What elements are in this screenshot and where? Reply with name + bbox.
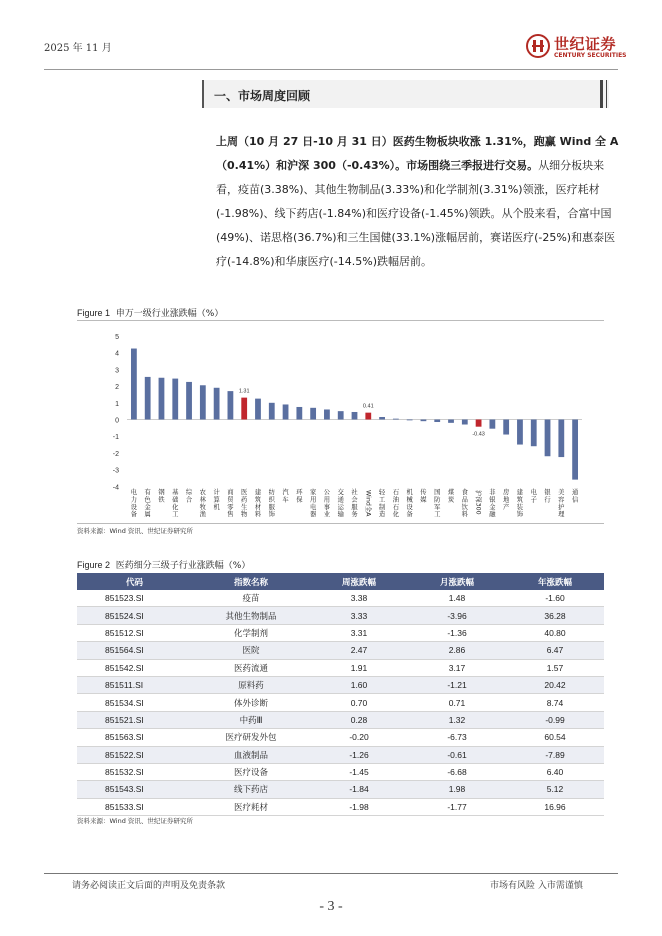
- x-tick-label: 汽车: [282, 489, 289, 504]
- x-tick-label: 国防军工: [434, 489, 441, 519]
- row-month: -0.61: [408, 746, 506, 763]
- bar-3: [172, 379, 178, 420]
- header-divider: [44, 69, 618, 70]
- x-tick-label: 基础化工: [172, 489, 179, 519]
- row-code: 851534.SI: [77, 694, 192, 711]
- y-tick-label: -2: [112, 450, 119, 458]
- x-tick-label: 建筑装饰: [516, 489, 524, 519]
- y-tick-label: 0: [115, 417, 119, 425]
- x-tick-label: 煤炭: [447, 489, 455, 504]
- y-tick-label: 2: [115, 384, 119, 392]
- bar-10: [269, 403, 275, 420]
- bar-19: [393, 419, 399, 420]
- row-code: 851563.SI: [77, 729, 192, 746]
- bar-9: [255, 399, 261, 420]
- table-header-row: [77, 573, 604, 590]
- logo-emblem-icon: [526, 34, 550, 58]
- row-code: 851521.SI: [77, 711, 192, 728]
- x-tick-label: Wind全A: [364, 490, 372, 517]
- x-tick-label: 有色金属: [144, 489, 151, 519]
- summary-bold: 上周（10 月 27 日-10 月 31 日）医药生物板块收涨 1.31%，跑赢 Wind 全 A（0.41%）和沪深 300（-0.43%）。市场围绕三季报进行交易。: [216, 135, 619, 172]
- bar-20: [407, 420, 413, 421]
- x-tick-label: 机械设备: [406, 489, 413, 519]
- row-year: 16.96: [506, 798, 604, 815]
- x-tick-label: 电子: [530, 489, 537, 504]
- x-tick-label: 食品饮料: [461, 489, 468, 519]
- x-tick-label: 石油石化: [392, 489, 400, 519]
- y-tick-label: -3: [112, 467, 119, 475]
- row-week: 3.31: [310, 624, 408, 641]
- page-number: - 3 -: [319, 899, 343, 914]
- bar-6: [214, 388, 220, 420]
- bar-8: [241, 398, 247, 420]
- row-week: 1.60: [310, 676, 408, 693]
- row-month: 3.17: [408, 659, 506, 676]
- row-month: 0.71: [408, 694, 506, 711]
- y-tick-label: 5: [115, 334, 119, 341]
- x-tick-label: 医药生物: [241, 489, 248, 519]
- bar-22: [434, 420, 440, 423]
- row-code: 851564.SI: [77, 642, 192, 659]
- bar-0: [131, 349, 137, 420]
- figure2-caption: 医药细分三级子行业涨跌幅（%）: [115, 561, 251, 571]
- y-tick-label: 1: [115, 400, 119, 408]
- x-tick-label: 沪深300: [474, 490, 482, 515]
- x-tick-label: 房地产: [503, 489, 510, 511]
- row-name: 其他生物制品: [192, 607, 310, 624]
- bar-data-label: -0.43: [472, 431, 485, 438]
- bar-15: [338, 411, 344, 419]
- x-tick-label: 纺织服饰: [268, 489, 275, 519]
- summary-paragraph: [216, 130, 620, 274]
- figure2-label: Figure 2: [77, 560, 111, 570]
- x-tick-label: 通信: [571, 489, 579, 504]
- row-year: -0.99: [506, 711, 604, 728]
- bar-26: [489, 420, 495, 429]
- row-name: 原料药: [192, 676, 310, 693]
- x-tick-label: 非银金融: [489, 489, 496, 519]
- table-row: [77, 729, 604, 746]
- row-week: 0.70: [310, 694, 408, 711]
- row-year: 1.57: [506, 659, 604, 676]
- bar-data-label: 0.41: [362, 403, 374, 410]
- x-tick-label: 轻工制造: [378, 489, 386, 519]
- col-header-code: 代码: [77, 573, 192, 590]
- row-month: -1.77: [408, 798, 506, 815]
- row-month: -1.36: [408, 624, 506, 641]
- summary-text: 从细分板块来看，疫苗(3.38%)、其他生物制品(3.33%)和化学制剂(3.31%)领涨，医疗耗材(-1.98%)、线下药店(-1.84%)和医疗设备(-1.45%)领跌。从个股来看，合富中国(49%)、诺思格(36.7%)和三生国健(33.1%)涨幅居前，赛诺医疗(-25%)和惠泰医疗(-14.8%)和华康医疗(-14.5%)跌幅居前。: [216, 159, 616, 268]
- figure1-label: Figure 1: [77, 308, 111, 318]
- row-name: 血液制品: [192, 746, 310, 763]
- bar-29: [531, 420, 537, 447]
- row-year: 60.54: [506, 729, 604, 746]
- figure1-caption: 申万一级行业涨跌幅（%）: [115, 309, 224, 319]
- row-code: 851511.SI: [77, 676, 192, 693]
- table-row: [77, 781, 604, 798]
- row-code: 851522.SI: [77, 746, 192, 763]
- table-row: [77, 590, 604, 607]
- row-code: 851533.SI: [77, 798, 192, 815]
- section-title-bar: [600, 80, 603, 108]
- row-week: 1.91: [310, 659, 408, 676]
- table-row: [77, 746, 604, 763]
- row-week: 0.28: [310, 711, 408, 728]
- x-tick-label: 农林牧渔: [199, 489, 206, 519]
- y-tick-label: -1: [112, 434, 119, 442]
- x-tick-label: 计算机: [213, 489, 220, 511]
- row-year: -7.89: [506, 746, 604, 763]
- row-month: -6.73: [408, 729, 506, 746]
- bar-23: [448, 420, 454, 423]
- bar-28: [517, 420, 523, 445]
- row-name: 医药流通: [192, 659, 310, 676]
- bar-14: [324, 409, 330, 419]
- row-code: 851524.SI: [77, 607, 192, 624]
- report-date: 2025 年 11 月: [44, 43, 112, 54]
- bar-2: [159, 378, 165, 420]
- section-title: 一、市场周度回顾: [214, 89, 311, 103]
- row-week: -1.26: [310, 746, 408, 763]
- row-code: 851532.SI: [77, 763, 192, 780]
- x-tick-label: 公用事业: [323, 489, 331, 519]
- industry-bar-chart: [77, 322, 604, 522]
- col-header-month: 月涨跌幅: [408, 573, 506, 590]
- row-month: 1.98: [408, 781, 506, 798]
- bar-12: [296, 407, 302, 420]
- row-year: 20.42: [506, 676, 604, 693]
- bar-18: [379, 417, 385, 420]
- bar-1: [145, 377, 151, 420]
- row-name: 体外诊断: [192, 694, 310, 711]
- row-month: 1.48: [408, 590, 506, 607]
- company-logo: [526, 33, 634, 65]
- bar-data-label: 1.31: [238, 388, 250, 395]
- table-row: [77, 798, 604, 815]
- row-name: 医疗耗材: [192, 798, 310, 815]
- bar-16: [352, 412, 358, 420]
- bar-5: [200, 385, 206, 419]
- row-year: 6.47: [506, 642, 604, 659]
- row-code: 851523.SI: [77, 590, 192, 607]
- x-tick-label: 家用电器: [309, 489, 317, 519]
- bar-11: [283, 404, 289, 419]
- row-year: 40.80: [506, 624, 604, 641]
- x-tick-label: 交通运输: [337, 489, 344, 519]
- figure1-title: [77, 306, 223, 319]
- footer-disclaimer: 请务必阅读正文后面的声明及免责条款: [72, 881, 226, 891]
- col-header-week: 周涨跌幅: [310, 573, 408, 590]
- x-tick-label: 商贸零售: [227, 489, 234, 519]
- logo-text-cn: 世纪证券: [554, 35, 617, 53]
- row-name: 中药Ⅲ: [192, 711, 310, 728]
- row-year: 8.74: [506, 694, 604, 711]
- x-tick-label: 建筑材料: [254, 489, 262, 519]
- table-row: [77, 676, 604, 693]
- table-row: [77, 624, 604, 641]
- x-tick-label: 电力设备: [130, 489, 138, 519]
- bar-17: [365, 413, 371, 420]
- x-tick-label: 社会服务: [351, 489, 358, 519]
- x-tick-label: 银行: [544, 489, 551, 504]
- row-month: -6.68: [408, 763, 506, 780]
- bar-31: [558, 420, 564, 458]
- row-week: -1.84: [310, 781, 408, 798]
- x-tick-label: 钢铁: [158, 489, 165, 504]
- row-name: 线下药店: [192, 781, 310, 798]
- row-month: 2.86: [408, 642, 506, 659]
- table-row: [77, 642, 604, 659]
- row-year: 6.40: [506, 763, 604, 780]
- y-tick-label: 3: [115, 367, 119, 375]
- row-year: 5.12: [506, 781, 604, 798]
- y-tick-label: -4: [112, 484, 119, 492]
- row-name: 化学制剂: [192, 624, 310, 641]
- row-month: -1.21: [408, 676, 506, 693]
- x-tick-label: 传媒: [420, 489, 427, 504]
- row-name: 疫苗: [192, 590, 310, 607]
- figure1-rule: [77, 320, 604, 321]
- bar-27: [503, 420, 509, 435]
- row-name: 医疗研发外包: [192, 729, 310, 746]
- row-month: 1.32: [408, 711, 506, 728]
- row-name: 医疗设备: [192, 763, 310, 780]
- footer-risk-note: 市场有风险 入市需谨慎: [490, 881, 583, 891]
- figure2-title: [77, 558, 250, 571]
- bar-24: [462, 420, 468, 425]
- row-code: 851512.SI: [77, 624, 192, 641]
- figure1-bottom-rule: [77, 523, 604, 524]
- x-tick-label: 美容护理: [558, 489, 565, 519]
- row-name: 医院: [192, 642, 310, 659]
- row-week: 3.38: [310, 590, 408, 607]
- table-row: [77, 763, 604, 780]
- row-year: -1.60: [506, 590, 604, 607]
- subindustry-table: [77, 573, 604, 816]
- col-header-name: 指数名称: [192, 573, 310, 590]
- row-code: 851542.SI: [77, 659, 192, 676]
- figure2-source: 资料来源：Wind 资讯、世纪证券研究所: [77, 817, 193, 825]
- row-month: -3.96: [408, 607, 506, 624]
- table-row: [77, 607, 604, 624]
- table-row: [77, 694, 604, 711]
- row-week: 2.47: [310, 642, 408, 659]
- bar-25: [476, 420, 482, 427]
- row-week: -1.98: [310, 798, 408, 815]
- row-week: 3.33: [310, 607, 408, 624]
- row-week: -0.20: [310, 729, 408, 746]
- table-row: [77, 659, 604, 676]
- col-header-year: 年涨跌幅: [506, 573, 604, 590]
- table-row: [77, 711, 604, 728]
- logo-text-en: CENTURY SECURITIES: [554, 52, 627, 59]
- bar-4: [186, 382, 192, 420]
- section-title-bar-thin: [606, 80, 607, 108]
- row-week: -1.45: [310, 763, 408, 780]
- figure1-source: 资料来源：Wind 资讯、世纪证券研究所: [77, 527, 193, 535]
- x-tick-label: 综合: [185, 489, 193, 504]
- row-year: 36.28: [506, 607, 604, 624]
- row-code: 851543.SI: [77, 781, 192, 798]
- bar-32: [572, 420, 578, 480]
- bar-7: [228, 391, 234, 419]
- bar-13: [310, 408, 316, 420]
- footer-divider: [44, 873, 618, 874]
- bar-30: [545, 420, 551, 457]
- x-tick-label: 环保: [296, 489, 303, 504]
- y-tick-label: 4: [115, 350, 119, 358]
- bar-21: [421, 420, 427, 422]
